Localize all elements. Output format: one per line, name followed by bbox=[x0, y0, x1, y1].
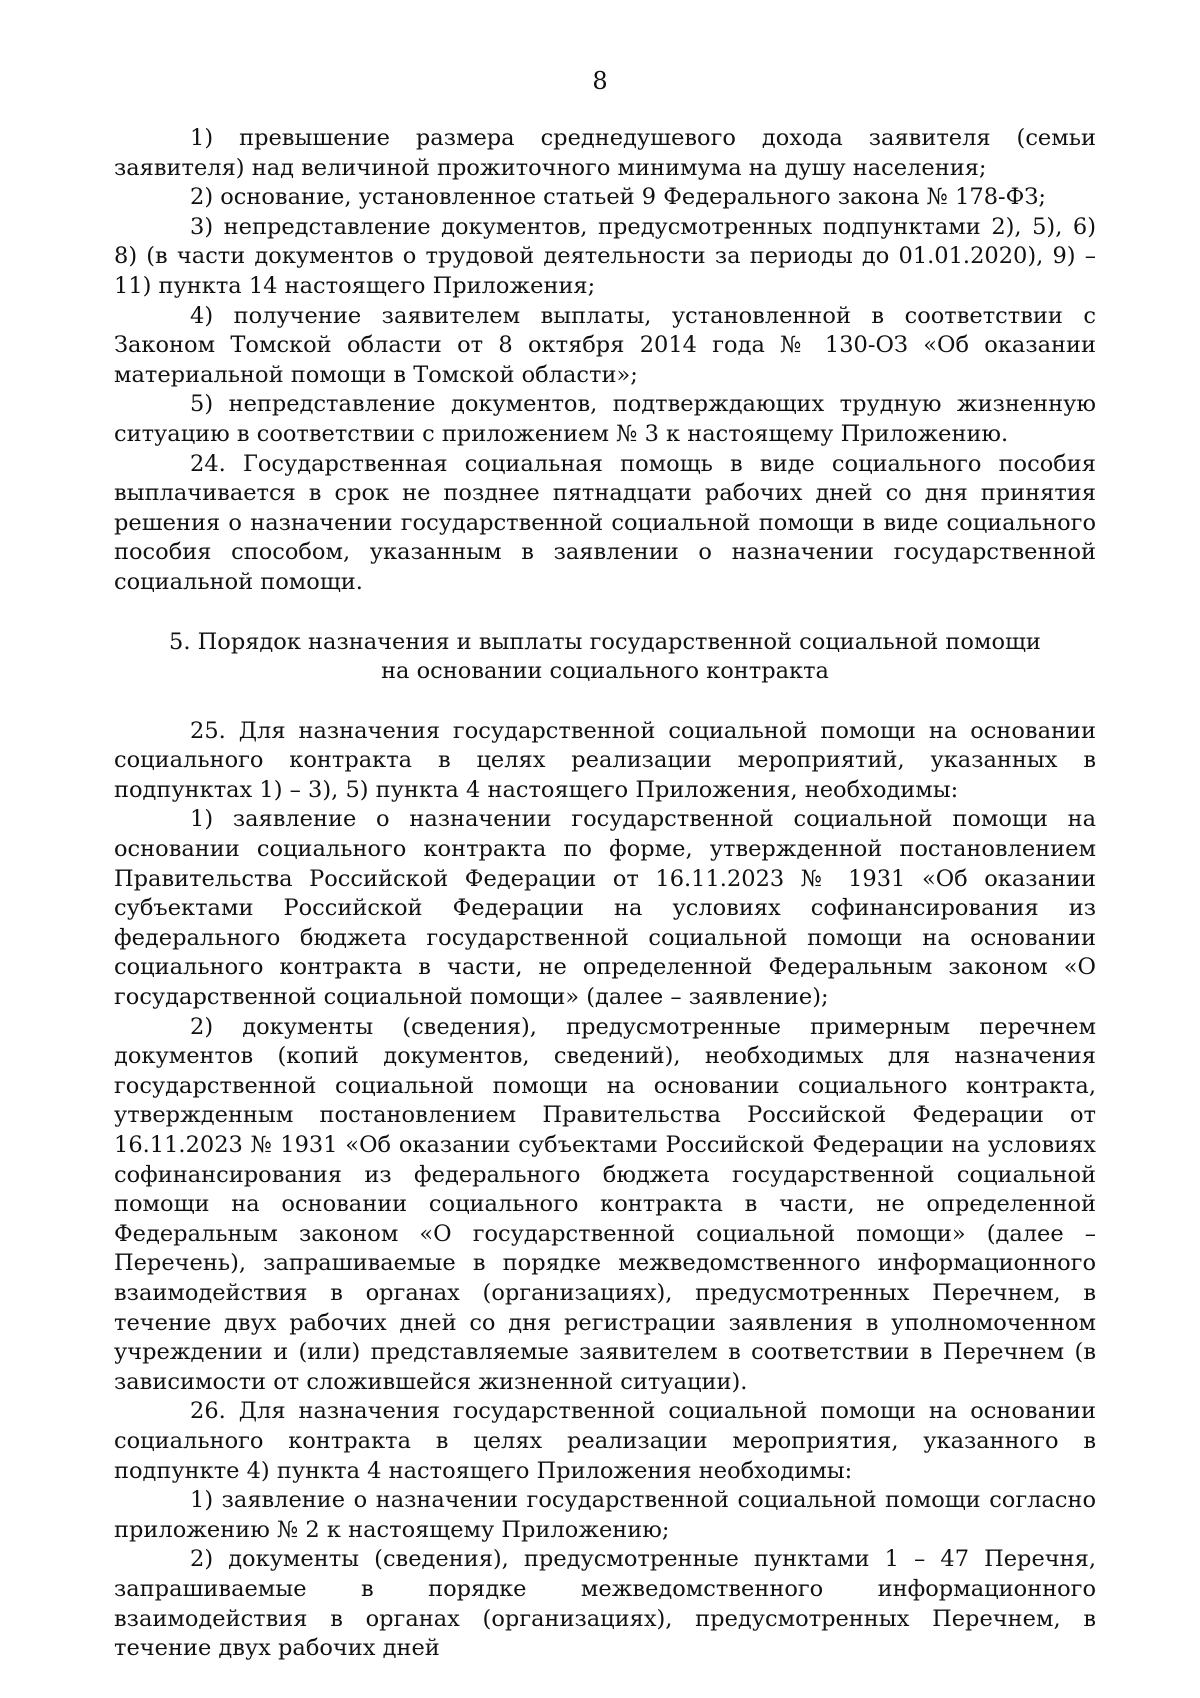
spacer bbox=[114, 687, 1096, 717]
paragraph: 2) основание, установленное статьей 9 Федерального закона № 178-ФЗ; bbox=[190, 184, 1046, 211]
paragraph: 2) документы (сведения), предусмотренные примерным перечнем документов (копий документов, сведений), необходимых для назначения государственной социальной помощи на основании социального контракта, утвержденным постановлением Правительства Российской Федерации от 16.11.2023 № 1931 «Об оказании субъектами Российской Федерации на условиях софинансирования из федерального бюджета государственной социальной помощи на основании социального контракта в части, не определенной Федеральным законом «О государственной социальной помощи» (далее – Перечень), запрашиваемые в порядке межведомственного информационного взаимодействия в органах (организациях), предусмотренных Перечнем, в течение двух рабочих дней со дня регистрации заявления в уполномоченном учреждении и (или) представляемые заявителем в соответствии в Перечнем (в зависимости от сложившейся жизненной ситуации). bbox=[114, 1013, 1096, 1395]
paragraph: 1) заявление о назначении государственной социальной помощи согласно приложению № 2 к настоящему Приложению; bbox=[114, 1487, 1096, 1543]
paragraph: 25. Для назначения государственной социальной помощи на основании социального контракта в целях реализации мероприятий, указанных в подпунктах 1) – 3), 5) пункта 4 настоящего Приложения, необходимы: bbox=[114, 717, 1096, 803]
section-heading-line-1: 5. Порядок назначения и выплаты государственной социальной помощи bbox=[169, 628, 1041, 655]
section-heading-line-2: на основании социального контракта bbox=[381, 658, 829, 685]
paragraph: 5) непредставление документов, подтверждающих трудную жизненную ситуацию в соответствии с приложением № 3 к настоящему Приложению. bbox=[114, 391, 1096, 447]
paragraph: 4) получение заявителем выплаты, установленной в соответствии с Законом Томской области от 8 октября 2014 года № 130-ОЗ «Об оказании материальной помощи в Томской области»; bbox=[114, 302, 1096, 388]
paragraph: 26. Для назначения государственной социальной помощи на основании социального контракта в целях реализации мероприятия, указанного в подпункте 4) пункта 4 настоящего Приложения необходимы: bbox=[114, 1398, 1096, 1484]
paragraph: 24. Государственная социальная помощь в виде социального пособия выплачивается в срок не позднее пятнадцати рабочих дней со дня принятия решения о назначении государственной социальной помощи в виде социального пособия способом, указанным в заявлении о назначении государственной социальной помощи. bbox=[114, 450, 1096, 595]
page-number: 8 bbox=[592, 67, 608, 95]
paragraph: 1) заявление о назначении государственной социальной помощи на основании социального контракта по форме, утвержденной постановлением Правительства Российской Федерации от 16.11.2023 № 1931 «Об оказании субъектами Российской Федерации на условиях софинансирования из федерального бюджета государственной социальной помощи на основании социального контракта в части, не определенной Федеральным законом «О государственной социальной помощи» (далее – заявление); bbox=[114, 806, 1096, 1011]
paragraph: 1) превышение размера среднедушевого дохода заявителя (семьи заявителя) над величиной прожиточного минимума на душу населения; bbox=[114, 125, 1096, 181]
spacer bbox=[114, 598, 1096, 628]
paragraph: 2) документы (сведения), предусмотренные пунктами 1 – 47 Перечня, запрашиваемые в порядке межведомственного информационного взаимодействия в органах (организациях), предусмотренных Перечнем, в течение двух рабочих дней bbox=[114, 1546, 1096, 1662]
paragraph: 3) непредставление документов, предусмотренных подпунктами 2), 5), 6) 8) (в части документов о трудовой деятельности за периоды до 01.01.2020), 9) – 11) пункта 14 настоящего Приложения; bbox=[114, 213, 1096, 299]
document-body bbox=[114, 124, 1096, 1664]
